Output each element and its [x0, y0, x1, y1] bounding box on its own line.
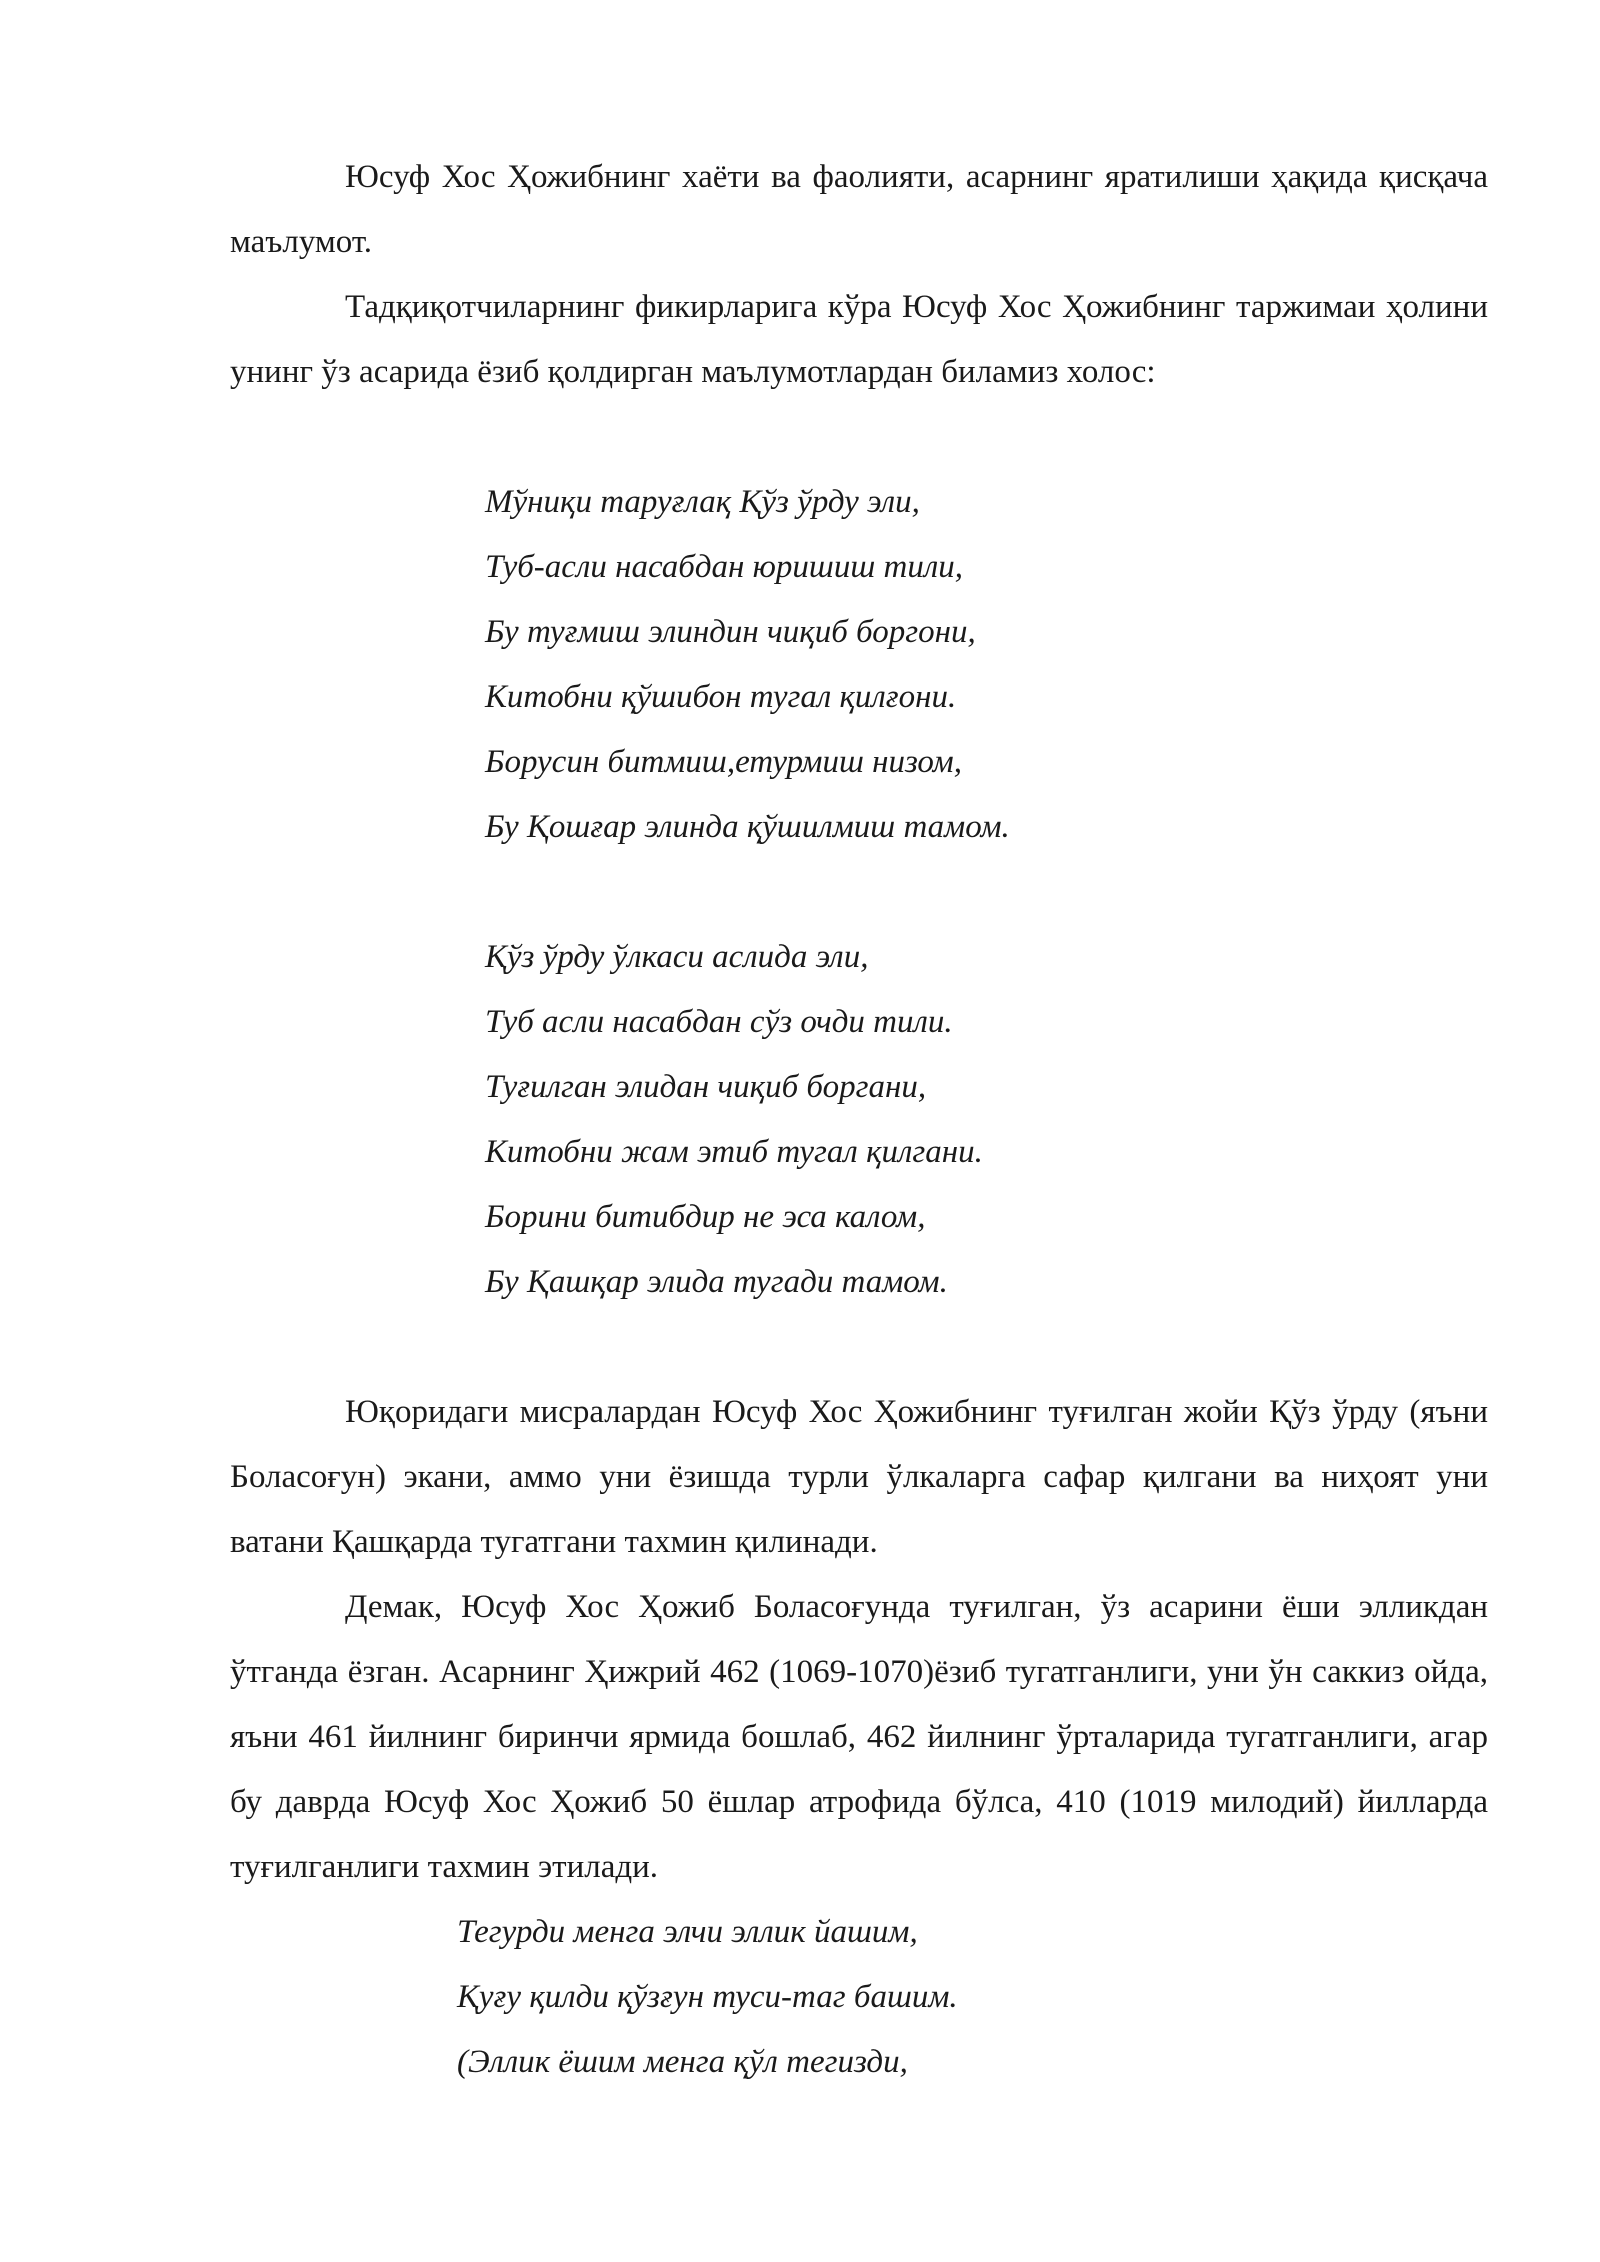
verse-line: Қўз ўрду ўлкаси аслида эли, — [485, 939, 869, 975]
verse-line: Тегурди менга элчи эллик йашим, — [457, 1914, 918, 1950]
intro-paragraph — [230, 145, 1488, 275]
verse-line: Туб-асли насабдан юришиш тили, — [485, 549, 963, 585]
verse-line: Мўниқи таруғлақ Қўз ўрду эли, — [485, 484, 920, 520]
verse-line: Бу Қошғар элинда қўшилмиш тамом. — [485, 809, 1010, 845]
location-paragraph — [230, 1380, 1488, 1575]
verse-line: Китобни қўшибон тугал қилғони. — [485, 679, 957, 715]
verse-line: Бу Қашқар элида тугади тамом. — [485, 1264, 948, 1300]
verse-line: (Эллик ёшим менга қўл тегизди, — [457, 2044, 908, 2080]
verse-line: Китобни жам этиб тугал қилгани. — [485, 1134, 983, 1170]
verse-line: Қуғу қилди қўзғун туси-таг башим. — [457, 1979, 958, 2015]
research-paragraph — [230, 275, 1488, 405]
location-paragraph-text: Юқоридаги мисралардан Юсуф Хос Ҳожибнинг туғилган жойи Қўз ўрду (яъни Боласоғун) экани, аммо уни ёзишда турли ўлкаларга сафар қилгани ва ниҳоят уни ватани Қашқарда тугатгани тахмин қилинади. — [230, 1394, 1488, 1560]
verse-line: Борини битибдир не эса калом, — [485, 1199, 926, 1235]
verse-line: Борусин битмиш,етурмиш низом, — [485, 744, 962, 780]
date-paragraph — [230, 1575, 1488, 1900]
research-paragraph-text: Тадқиқотчиларнинг фикирларига кўра Юсуф Хос Ҳожибнинг таржимаи ҳолини унинг ўз асарида ёзиб қолдирган маълумотлардан биламиз холос: — [230, 289, 1488, 390]
verse-line: Бу туғмиш элиндин чиқиб боргони, — [485, 614, 976, 650]
verse-line: Туғилган элидан чиқиб боргани, — [485, 1069, 927, 1105]
date-paragraph-text: Демак, Юсуф Хос Ҳожиб Боласоғунда туғилган, ўз асарини ёши элликдан ўтганда ёзган. Асарнинг Ҳижрий 462 (1069-1070)ёзиб тугатганлиги, уни ўн саккиз ойда, яъни 461 йилнинг биринчи ярмида бошлаб, 462 йилнинг ўрталарида тугатганлиги, агар бу даврда Юсуф Хос Ҳожиб 50 ёшлар атрофида бўлса, 410 (1019 милодий) йилларда туғилганлиги тахмин этилади. — [230, 1589, 1488, 1885]
verse-line: Туб асли насабдан сўз очди тили. — [485, 1004, 953, 1040]
intro-paragraph-text: Юсуф Хос Ҳожибнинг хаёти ва фаолияти, асарнинг яратилиши ҳақида қисқача маълумот. — [230, 159, 1488, 260]
